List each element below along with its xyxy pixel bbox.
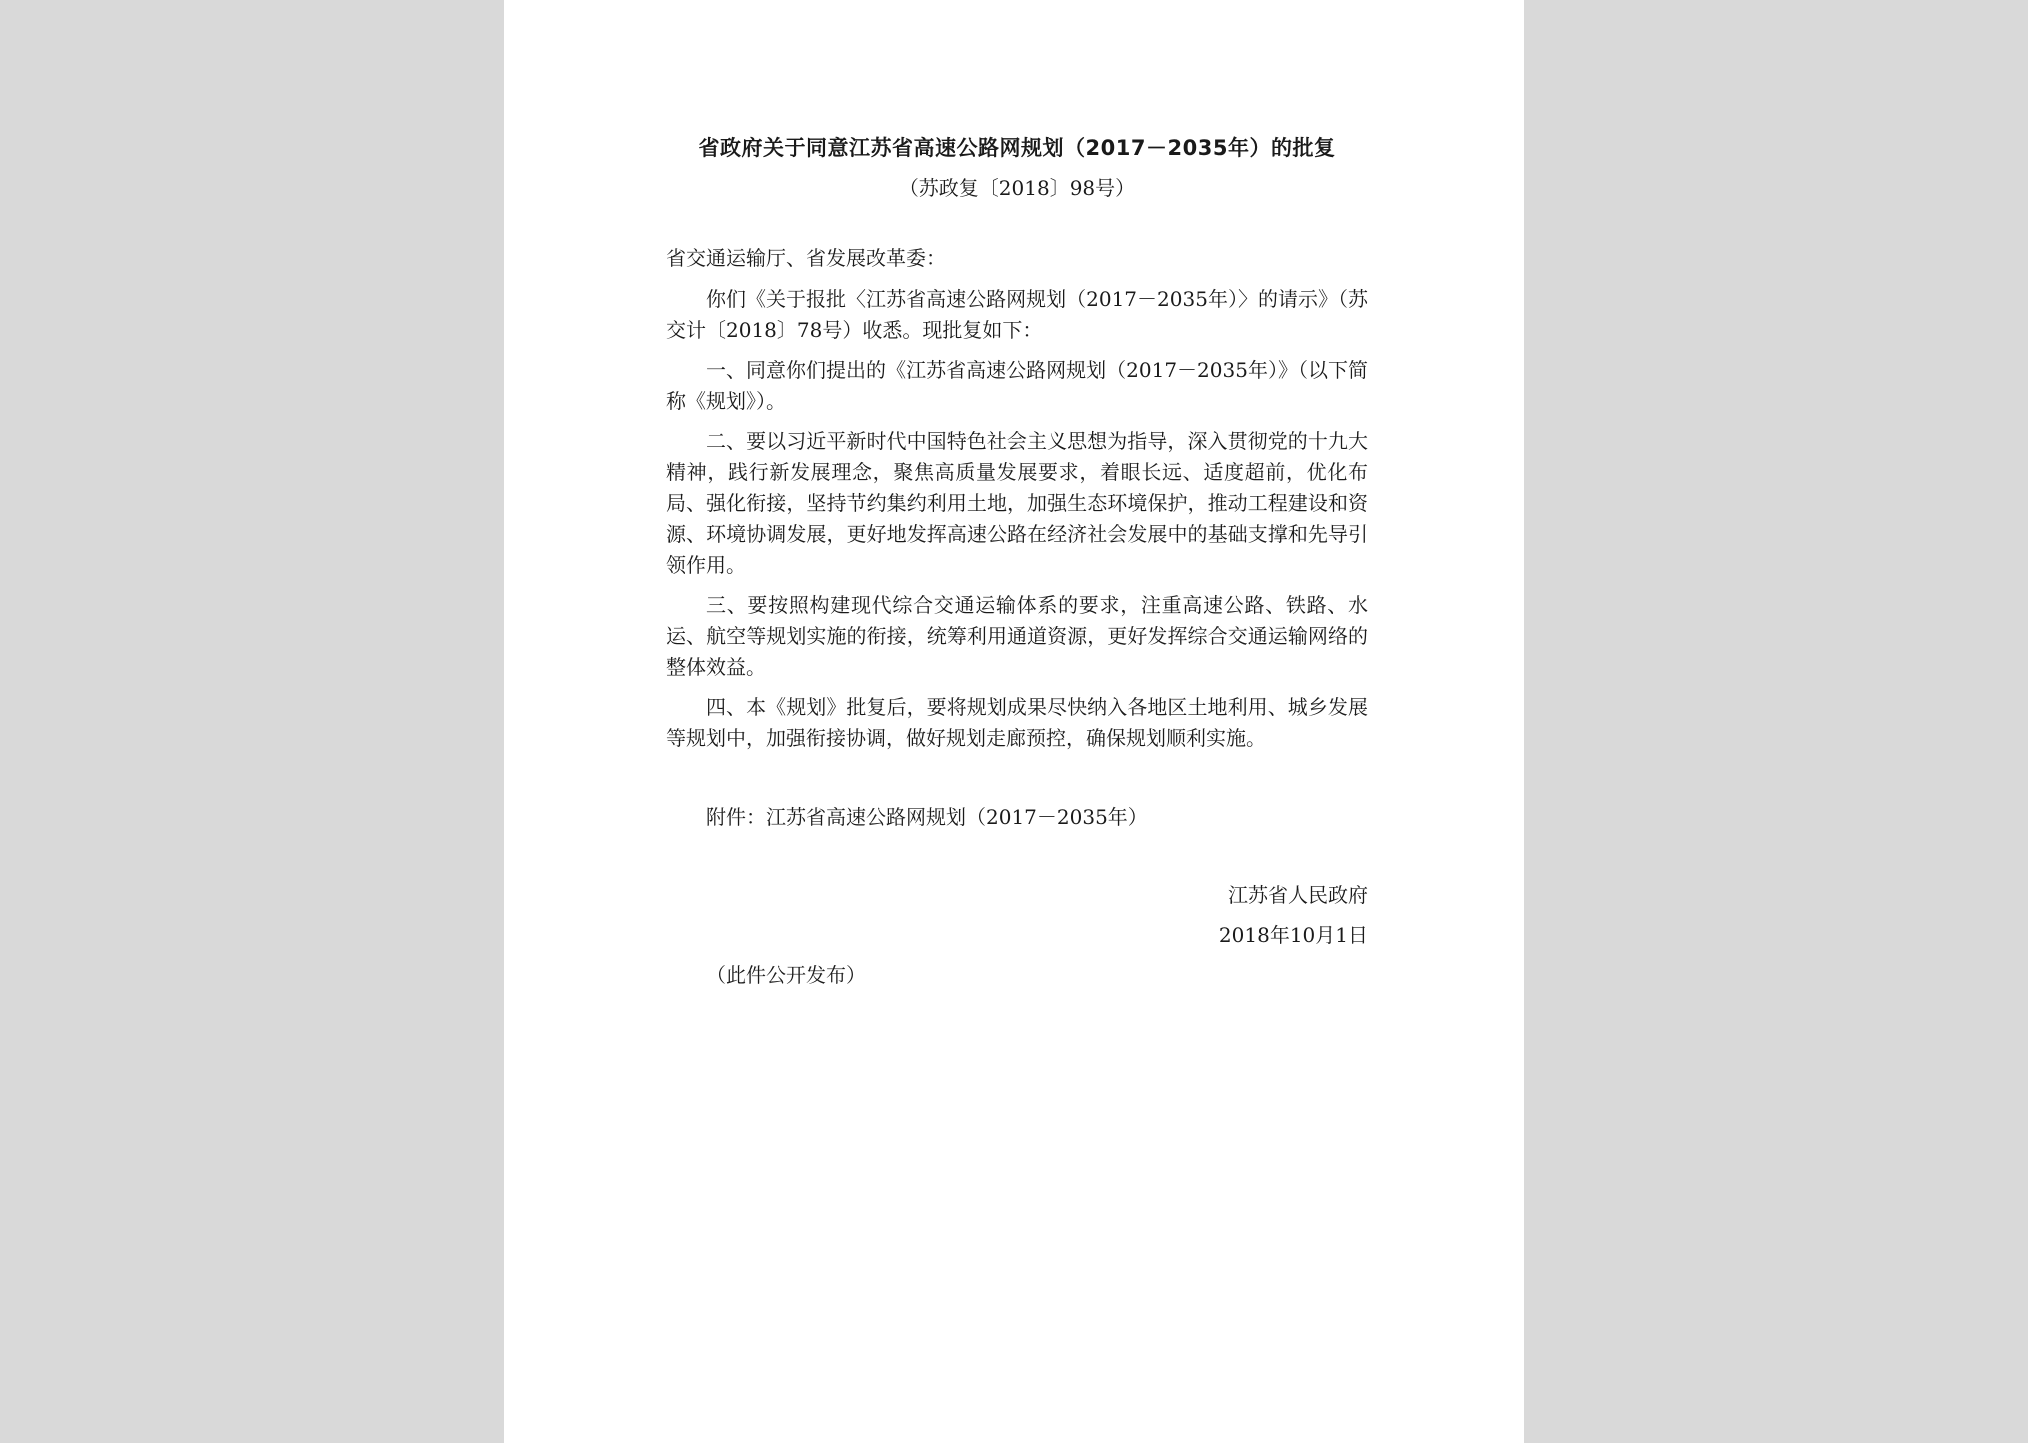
paragraph-item-3: 三、要按照构建现代综合交通运输体系的要求，注重高速公路、铁路、水运、航空等规划实施的衔接，统筹利用通道资源，更好发挥综合交通运输网络的整体效益。 (666, 593, 1368, 679)
publish-note: （此件公开发布） (706, 963, 866, 987)
salutation: 省交通运输厅、省发展改革委： (666, 246, 946, 270)
paragraph-item-2: 二、要以习近平新时代中国特色社会主义思想为指导，深入贯彻党的十九大精神，践行新发展理念，聚焦高质量发展要求，着眼长远、适度超前，优化布局、强化衔接，坚持节约集约利用土地，加强生态环境保护，推动工程建设和资源、环境协调发展，更好地发挥高速公路在经济社会发展中的基础支撑和先导引领作用。 (666, 429, 1368, 577)
attachment-line: 附件：江苏省高速公路网规划（2017－2035年） (706, 805, 1148, 829)
document-page (504, 0, 1524, 1443)
paragraph-item-4: 四、本《规划》批复后，要将规划成果尽快纳入各地区土地利用、城乡发展等规划中，加强衔接协调，做好规划走廊预控，确保规划顺利实施。 (666, 695, 1368, 750)
document-number: （苏政复〔2018〕98号） (898, 176, 1136, 200)
signature-date: 2018年10月1日 (1218, 923, 1368, 947)
paragraph-item-1: 一、同意你们提出的《江苏省高速公路网规划（2017－2035年）》（以下简称《规划》）。 (666, 358, 1368, 413)
document-title: 省政府关于同意江苏省高速公路网规划（2017－2035年）的批复 (698, 136, 1336, 160)
document-body (666, 128, 1368, 992)
signature-organization: 江苏省人民政府 (1228, 883, 1368, 907)
paragraph-intro: 你们《关于报批〈江苏省高速公路网规划（2017－2035年）〉的请示》（苏交计〔2018〕78号）收悉。现批复如下： (666, 287, 1368, 342)
